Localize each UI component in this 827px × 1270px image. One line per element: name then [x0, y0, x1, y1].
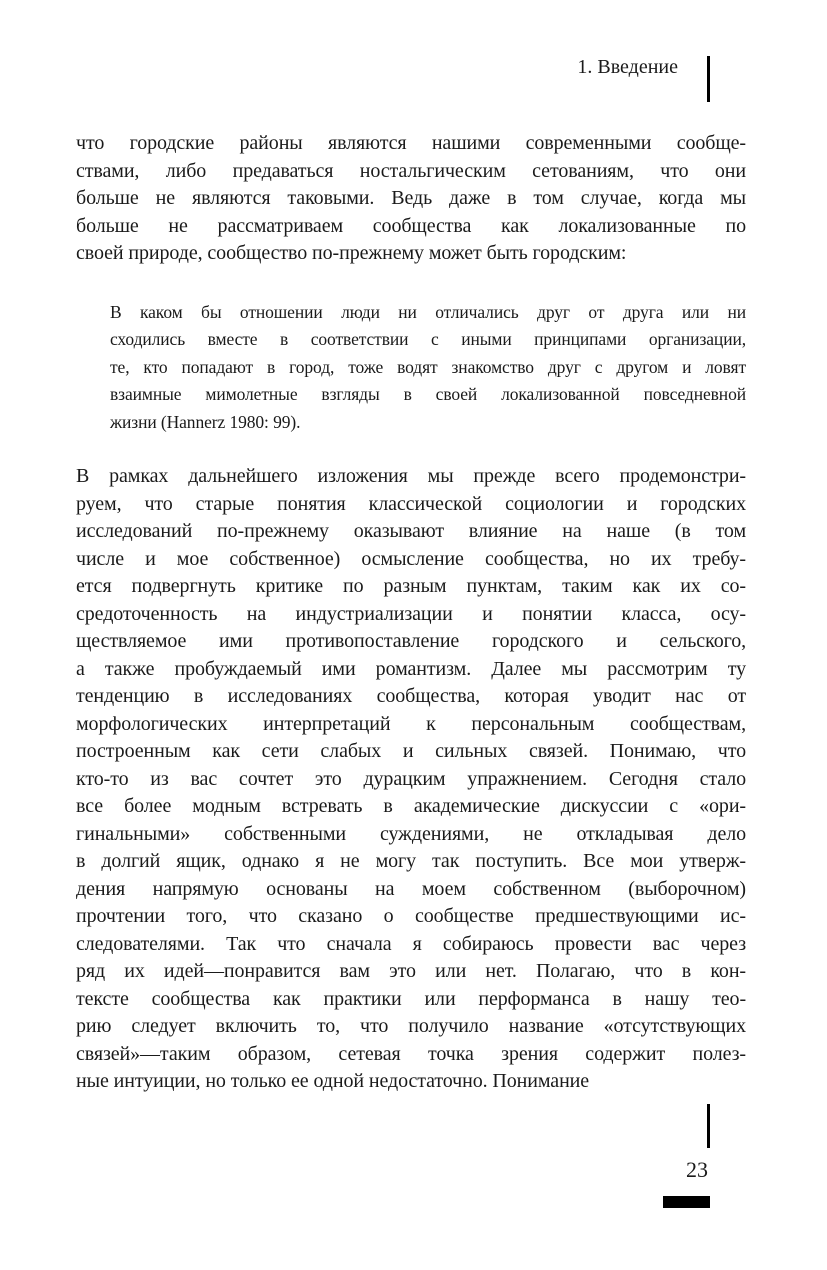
- text-line: жизни (Hannerz 1980: 99).: [110, 411, 301, 432]
- text-line: следователями. Так что сначала я собираюсь провести вас через: [76, 932, 746, 955]
- text-line: а также пробуждаемый ими романтизм. Далее мы рассмотрим ту: [76, 657, 746, 680]
- text-line: те, кто попадают в город, тоже водят знакомство друг с другом и ловят: [110, 356, 746, 377]
- text-line: ется подвергнуть критике по разным пунктам, таким как их со-: [76, 575, 746, 597]
- text-line: в долгий ящик, однако я не могу так поступить. Все мои утверж-: [76, 850, 746, 872]
- text-line: ряд их идей—понравится вам это или нет. Полагаю, что в кон-: [76, 960, 746, 982]
- paragraph-main: [76, 463, 746, 1096]
- text-line: связей»—таким образом, сетевая точка зрения содержит полез-: [76, 1042, 746, 1065]
- text-line: ствами, либо предаваться ностальгическим сетованиям, что они: [76, 159, 746, 182]
- text-line: своей природе, сообщество по-прежнему может быть городским:: [76, 242, 627, 264]
- text-line: числе и мое собственное) осмысление сообщества, но их требу-: [76, 547, 746, 570]
- text-line: рию следует включить то, что получило название «отсутствующих: [76, 1015, 746, 1037]
- text-line: прочтении того, что сказано о сообществе предшествующими ис-: [76, 905, 746, 927]
- page-number: 23: [686, 1157, 708, 1182]
- text-line: гинальными» собственными суждениями, не откладывая дело: [76, 822, 746, 845]
- text-line: ществляемое ими противопоставление городского и сельского,: [76, 630, 746, 652]
- text-line: все более модным встревать в академические дискуссии с «ори-: [76, 795, 746, 817]
- header-rule: [707, 56, 710, 102]
- text-line: построенным как сети слабых и сильных связей. Понимаю, что: [76, 740, 746, 762]
- text-line: кто-то из вас сочтет это дурацким упражнением. Сегодня стало: [76, 767, 746, 790]
- text-line: морфологических интерпретаций к персональным сообществам,: [76, 712, 746, 735]
- text-line: больше не рассматриваем сообщества как локализованные по: [76, 214, 746, 237]
- text-line: руем, что старые понятия классической социологии и городских: [76, 492, 746, 515]
- chapter-header: 1. Введение: [577, 56, 678, 78]
- text-line: тексте сообщества как практики или перформанса в нашу тео-: [76, 987, 746, 1010]
- text-line: В рамках дальнейшего изложения мы прежде всего продемонстри-: [76, 465, 746, 487]
- block-quote: [110, 299, 746, 437]
- text-line: что городские районы являются нашими современными сообще-: [76, 132, 746, 154]
- text-line: больше не являются таковыми. Ведь даже в том случае, когда мы: [76, 187, 746, 209]
- footer-block: [663, 1196, 710, 1208]
- text-line: дения напрямую основаны на моем собственном (выборочном): [76, 877, 746, 900]
- text-line: В каком бы отношении люди ни отличались друг от друга или ни: [110, 301, 746, 322]
- text-line: взаимные мимолетные взгляды в своей локализованной повседневной: [110, 384, 746, 404]
- text-line: исследований по-прежнему оказывают влияние на наше (в том: [76, 520, 746, 542]
- text-line: сходились вместе в соответствии с иными принципами организации,: [110, 329, 746, 349]
- paragraph-continuation: [76, 130, 746, 268]
- text-line: ные интуиции, но только ее одной недостаточно. Понимание: [76, 1070, 590, 1092]
- page-body: [76, 130, 746, 1096]
- text-line: средоточенность на индустриализации и понятии класса, осу-: [76, 602, 746, 625]
- text-line: тенденцию в исследованиях сообщества, которая уводит нас от: [76, 685, 746, 707]
- footer-rule: [707, 1104, 710, 1148]
